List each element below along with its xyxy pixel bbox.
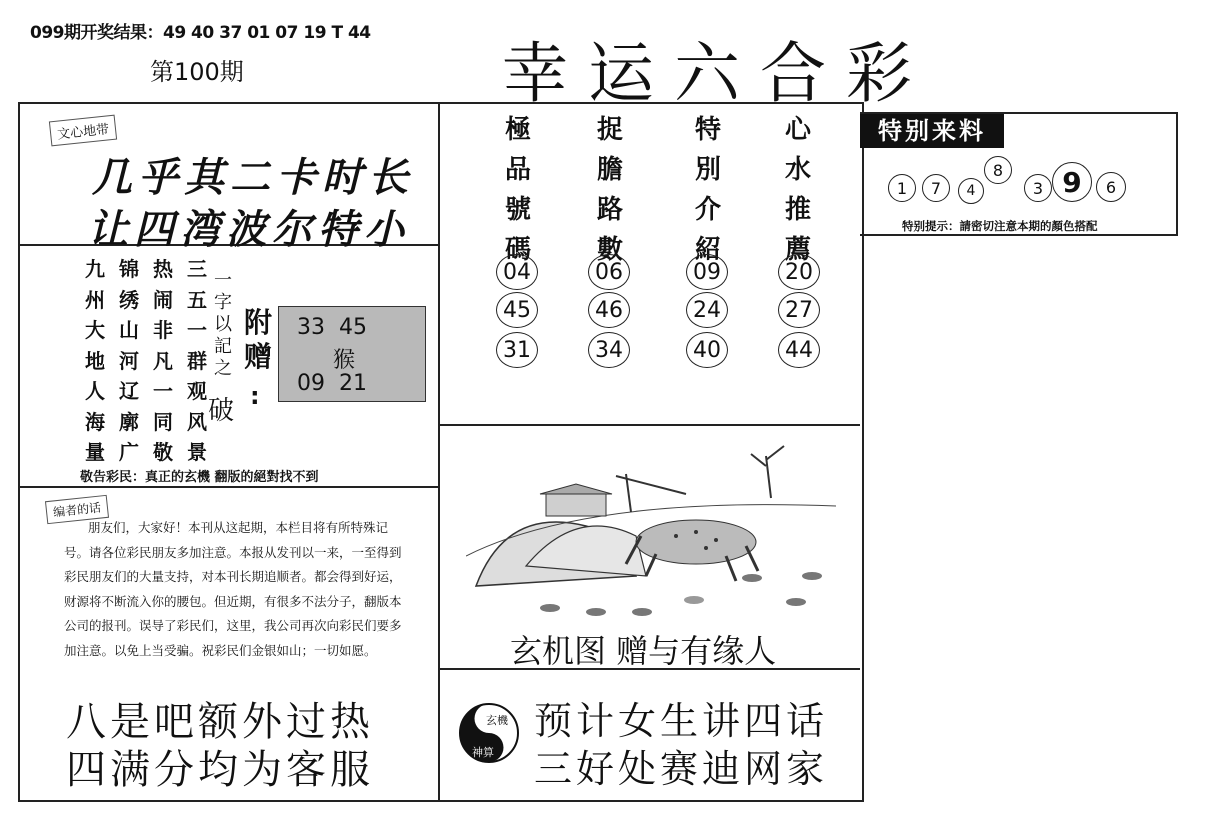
number-circle: 06 <box>588 254 630 290</box>
section-badge: 文心地带 <box>49 115 117 147</box>
number-circle: 46 <box>588 292 630 328</box>
number-circle: 45 <box>496 292 538 328</box>
special-header: 特别来料 <box>860 114 1004 148</box>
number-circle: 20 <box>778 254 820 290</box>
forecast-line-1: 预计女生讲四话 <box>534 699 829 743</box>
editorial-badge: 编者的话 <box>45 495 109 524</box>
logo-bottom-text: 神算 <box>472 746 494 759</box>
number-circle: 09 <box>686 254 728 290</box>
number-circle: 27 <box>778 292 820 328</box>
previous-result: 099期开奖结果：49 40 37 01 07 19 T 44 <box>30 23 371 43</box>
poem-column-4: 三五一群观风景 <box>187 257 207 464</box>
riddle-line-4: 四满分均为客服 <box>66 747 374 793</box>
poem-column-2: 锦绣山河辽廓广 <box>119 257 139 464</box>
divider-right-1 <box>440 424 860 426</box>
poem-column-3: 热闹非凡一同敬 <box>153 257 173 464</box>
number-circle: 34 <box>588 332 630 368</box>
editorial-body: 朋友们，大家好！本刊从这起期，本栏目将有所特殊记号。请各位彩民朋友多加注意。本报从发刊以一来，一至得到彩民朋友们的大量支持，对本刊长期追顺者。都会得到好运，财源将不断流入你的腰包。但近期，有很多不法分子，翻版本公司的报刊。误导了彩民们，这里，我公司再次向彩民们要多加注意。以免上当受骗。祝彩民们金银如山；一切如愿。 <box>64 520 402 658</box>
picture-caption: 玄机图 赠与有缘人 <box>510 632 777 670</box>
special-digit: 9 <box>1052 162 1092 202</box>
notice-text: 敬告彩民：真正的玄機 翻版的絕對找不到 <box>80 470 319 485</box>
special-border-right <box>1176 112 1178 236</box>
divider-vertical-main <box>438 102 440 800</box>
page-title: 幸运六合彩 <box>502 35 932 112</box>
side-break: 破 <box>208 396 235 426</box>
special-digit: 7 <box>922 174 950 202</box>
gift-colon: : <box>250 382 260 410</box>
side-note: 一字以記之 <box>214 270 232 379</box>
header-col-3: 特別介紹 <box>694 115 721 265</box>
riddle-line-1: 几乎其二卡时长 <box>92 154 414 201</box>
gift-label: 附赠 <box>243 306 272 373</box>
logo-top-text: 玄機 <box>486 714 508 727</box>
number-circle: 04 <box>496 254 538 290</box>
riddle-line-2: 让四湾波尔特小 <box>88 206 410 253</box>
forecast-line-2: 三好处赛迪网家 <box>534 747 829 791</box>
issue-number: 第100期 <box>150 58 244 86</box>
riddle-illustration <box>466 436 836 618</box>
poem-column-1: 九州大地人海量 <box>85 257 105 464</box>
special-digit: 3 <box>1024 174 1052 202</box>
number-circle: 24 <box>686 292 728 328</box>
special-tip: 特别提示：請密切注意本期的顏色搭配 <box>902 219 1098 233</box>
header-col-4: 心水推薦 <box>784 115 811 265</box>
header-col-2: 捉膽路數 <box>596 115 623 265</box>
gift-row-1: 33 45 <box>297 315 367 340</box>
number-circle: 44 <box>778 332 820 368</box>
special-digit: 1 <box>888 174 916 202</box>
gift-animal: 猴 <box>333 348 356 373</box>
number-circle: 31 <box>496 332 538 368</box>
gift-box <box>278 306 426 402</box>
number-circle: 40 <box>686 332 728 368</box>
special-digit: 6 <box>1096 172 1126 202</box>
special-digit: 4 <box>958 178 984 204</box>
divider-left-2 <box>18 486 438 488</box>
gift-row-2: 09 21 <box>297 371 367 396</box>
header-col-1: 極品號碼 <box>504 115 531 265</box>
special-border-bottom <box>860 234 1178 236</box>
riddle-line-3: 八是吧额外过热 <box>66 699 374 745</box>
special-digit: 8 <box>984 156 1012 184</box>
